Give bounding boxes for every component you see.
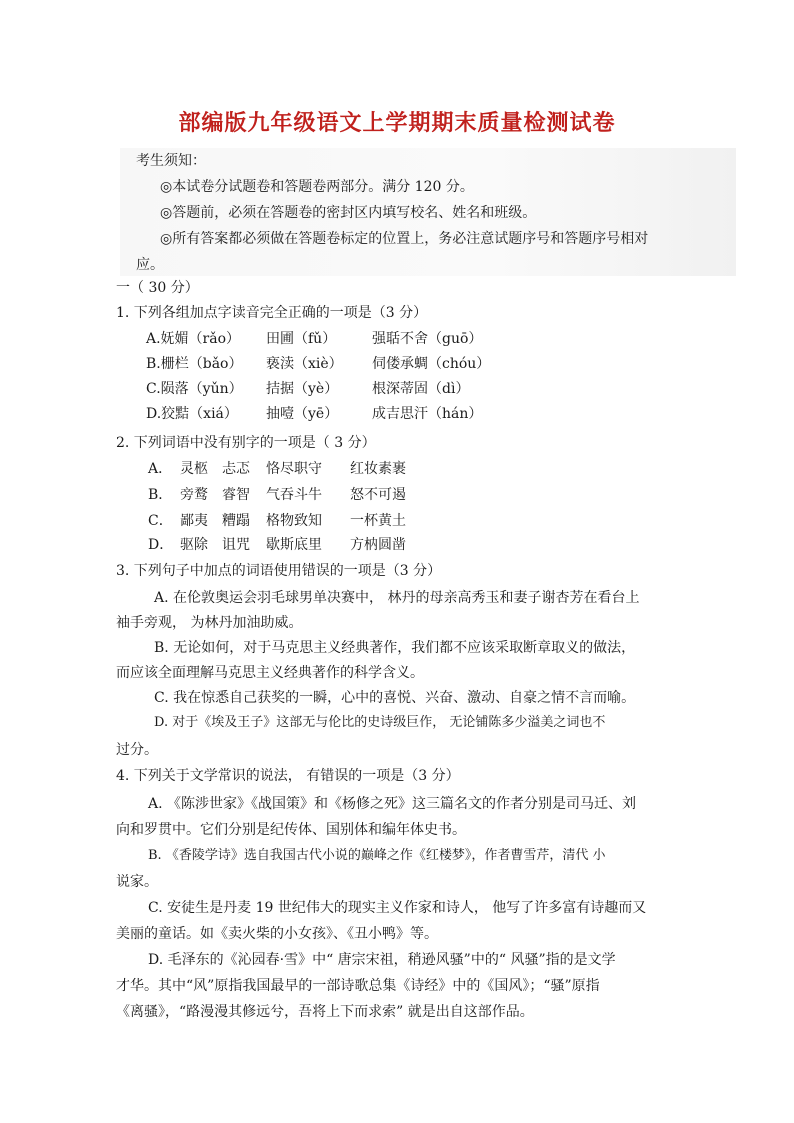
q2-option-letter: A． (148, 461, 173, 477)
q3-stem: 3. 下列句子中加点的词语使用错误的一项是（3 分） (116, 563, 442, 579)
q1-option-d-1: D.狡黠（xiá） (146, 406, 238, 422)
q1-option-d-3: 成吉思汗（hán） (372, 406, 483, 422)
exam-title: 部编版九年级语文上学期期末质量检测试卷 (178, 111, 616, 136)
notice-item: ◎本试卷分试题卷和答题卷两部分。满分 120 分。 (160, 179, 474, 195)
q4-line: C. 安徒生是丹麦 19 世纪伟大的现实主义作家和诗人， 他写了许多富有诗趣而又 (148, 900, 647, 916)
q4-line: 才华。其中“风”原指我国最早的一部诗歌总集《诗经》中的《国风》；“骚”原指 (116, 978, 600, 994)
q1-option-a-3: 强聒不舍（guō） (372, 331, 483, 347)
q2-word: 恪尽职守 (266, 461, 322, 477)
notice-item: ◎所有答案都必须做在答题卷标定的位置上，务必注意试题序号和答题序号相对 (160, 231, 649, 247)
q2-word: 气吞斗牛 (266, 487, 322, 503)
notice-heading: 考生须知： (136, 153, 206, 169)
q1-stem: 1. 下列各组加点字读音完全正确的一项是（3 分） (116, 305, 428, 321)
q1-option-b-2: 亵渎（xiè） (266, 356, 343, 372)
q2-word: 红妆素裹 (350, 461, 406, 477)
q2-stem: 2. 下列词语中没有别字的一项是（ 3 分） (116, 435, 376, 451)
q1-option-c-3: 根深蒂固（dì） (372, 381, 470, 397)
q2-word: 睿智 (222, 487, 250, 503)
q1-option-c-1: C.陨落（yǔn） (146, 381, 243, 397)
q4-line: 《离骚》，“路漫漫其修远兮，吾将上下而求索” 就是出自这部作品。 (116, 1004, 534, 1020)
q2-option-letter: D． (148, 537, 174, 553)
q2-word: 格物致知 (266, 513, 322, 529)
notice-item: ◎答题前，必须在答题卷的密封区内填写校名、姓名和班级。 (160, 205, 537, 221)
q4-line: 向和罗贯中。它们分别是纪传体、国别体和编年体史书。 (116, 822, 466, 838)
q2-word: 方枘圆凿 (350, 537, 406, 553)
q3-line: D. 对于《埃及王子》这部无与伦比的史诗级巨作， 无论铺陈多少溢美之词也不 (154, 715, 606, 730)
q4-line: B. 《香陵学诗》选自我国古代小说的巅峰之作《红楼梦》，作者曹雪芹，清代 小 (148, 848, 606, 863)
q2-word: 忐忑 (222, 461, 250, 477)
q2-option-letter: B． (148, 487, 173, 503)
q4-line: 说家。 (116, 874, 158, 890)
q1-option-a-1: A.妩媚（rǎo） (146, 331, 241, 347)
notice-item: 应。 (136, 257, 164, 273)
q1-option-d-2: 抽噎（yē） (266, 406, 339, 422)
q4-line: 美丽的童话。如《卖火柴的小女孩》、《丑小鸭》等。 (116, 926, 438, 942)
q4-stem: 4. 下列关于文学常识的说法， 有错误的一项是（3 分） (116, 768, 460, 784)
q2-word: 一杯黄土 (350, 513, 406, 529)
q2-option-letter: C． (148, 513, 173, 529)
q2-word: 灵柩 (180, 461, 208, 477)
q2-word: 驱除 (180, 537, 208, 553)
q2-word: 旁鹜 (180, 487, 208, 503)
q1-option-c-2: 拮据（yè） (266, 381, 339, 397)
q3-line: 而应该全面理解马克思主义经典著作的科学含义。 (116, 665, 424, 681)
q2-word: 歇斯底里 (266, 537, 322, 553)
section-heading: 一（ 30 分） (116, 280, 199, 296)
q3-line: C. 我在惊悉自己获奖的一瞬，心中的喜悦、兴奋、激动、自豪之情不言而喻。 (154, 690, 636, 706)
q4-line: A. 《陈涉世家》《战国策》和《杨修之死》这三篇名文的作者分别是司马迁、刘 (148, 796, 637, 812)
q1-option-b-1: B.栅栏（bǎo） (146, 356, 243, 372)
q2-word: 糟蹋 (222, 513, 250, 529)
q1-option-b-3: 伺偻承蜩（chóu） (372, 356, 491, 372)
q2-word: 诅咒 (222, 537, 250, 553)
q4-line: D. 毛泽东的《沁园春·雪》中“ 唐宗宋祖，稍逊风骚”中的“ 风骚”指的是文学 (148, 952, 616, 968)
q3-line: B. 无论如何，对于马克思主义经典著作，我们都不应该采取断章取义的做法， (154, 640, 636, 656)
q2-word: 怒不可遏 (350, 487, 406, 503)
q3-line: A. 在伦敦奥运会羽毛球男单决赛中， 林丹的母亲高秀玉和妻子谢杏芳在看台上 (154, 590, 640, 606)
q3-line: 袖手旁观， 为林丹加油助威。 (116, 615, 303, 631)
q2-word: 鄙夷 (180, 513, 208, 529)
q3-line: 过分。 (116, 742, 158, 758)
q1-option-a-2: 田圃（fǔ） (266, 331, 337, 347)
